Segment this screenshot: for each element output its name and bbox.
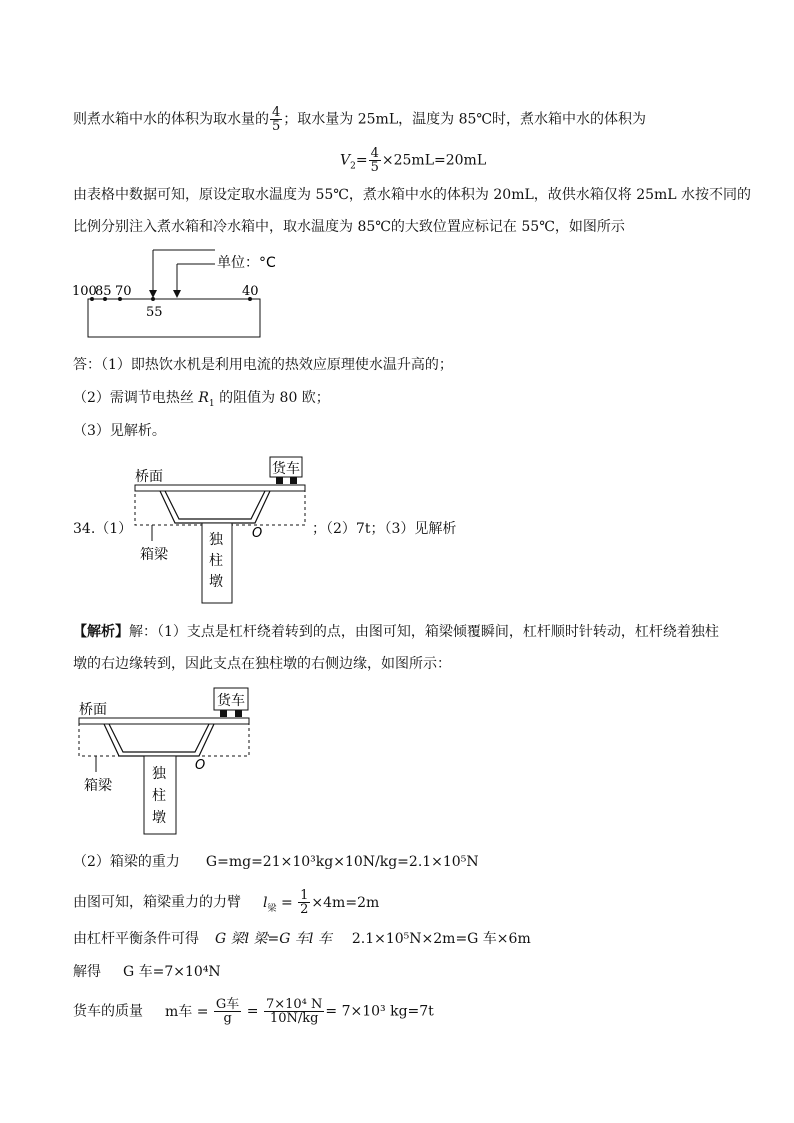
truck-wheel <box>276 477 283 484</box>
frac-num: 1 <box>300 888 309 903</box>
deck <box>79 718 249 724</box>
scale-box <box>88 299 260 337</box>
q34-prefix: 34.（1） <box>73 521 133 537</box>
eq: = <box>355 152 368 169</box>
q34-suffix: ；（2）7t；（3）见解析 <box>312 521 457 537</box>
bridge-diagram-2 <box>74 686 254 836</box>
pillar-label: 柱 <box>152 788 166 804</box>
answer-2 <box>73 388 330 408</box>
bridge-diagram-1 <box>130 455 310 605</box>
answer-1: 答：（1）即热饮水机是利用电流的热效应原理使水温升高的； <box>73 357 453 373</box>
deck-label: 桥面 <box>79 702 107 718</box>
frac-num: 4 <box>370 146 379 161</box>
unit-label: 单位：°C <box>217 255 276 271</box>
text: 解：（1）支点是杠杆绕着转到的点，由图可知，箱梁倾覆瞬间，杠杆顺时针转动，杠杆绕着独柱 <box>129 624 719 640</box>
text: ×25mL=20mL <box>381 152 487 169</box>
pillar-label: 独 <box>152 766 166 782</box>
analysis-line-2: 墩的右边缘转到，因此支点在独柱墩的右侧边缘，如图所示： <box>73 656 451 672</box>
var: R <box>198 390 209 406</box>
beam-label: 箱梁 <box>140 547 168 563</box>
text: （2）需调节电热丝 <box>73 390 199 406</box>
text: 的阻值为 80 欧； <box>214 390 330 406</box>
analysis-tag: 【解析】 <box>73 624 129 640</box>
truck-wheel <box>290 477 297 484</box>
calc-balance <box>73 929 531 949</box>
truck-wheel <box>220 710 227 717</box>
deck-label: 桥面 <box>135 469 163 485</box>
balance-eq2: 2.1×10⁵N×2m=G 车×6m <box>351 931 531 947</box>
frac-num: G车 <box>215 997 240 1012</box>
temperature-scale-diagram <box>70 242 310 342</box>
tick-55-label: 55 <box>146 305 163 320</box>
fraction <box>270 106 282 133</box>
text: = 7×10³ kg=7t <box>325 1003 434 1020</box>
text: 由杠杆平衡条件可得 <box>73 931 199 947</box>
sub: 梁 <box>267 903 277 914</box>
tick-40-label: 40 <box>242 284 259 299</box>
solution-line-1 <box>73 106 646 133</box>
pivot-label: O <box>252 526 263 541</box>
arrowhead-85 <box>173 290 181 298</box>
answer-3: （3）见解析。 <box>73 423 166 439</box>
fraction <box>298 889 310 916</box>
var: V <box>340 152 351 169</box>
frac-num: 4 <box>272 105 281 120</box>
arrowhead-55 <box>149 290 157 298</box>
frac-den: 5 <box>272 119 281 134</box>
calc-solve <box>73 962 221 982</box>
gravity-eq: G=mg=21×10³kg×10N/kg=2.1×10⁵N <box>205 854 479 870</box>
beam-label: 箱梁 <box>84 778 112 794</box>
balance-eq1: G 梁l 梁=G 车l 车 <box>215 931 332 947</box>
solve-eq: G 车=7×10⁴N <box>123 964 221 980</box>
truck-label: 货车 <box>272 461 300 477</box>
frac-den: 5 <box>370 160 379 175</box>
frac-den: 10N/kg <box>269 1011 319 1026</box>
var: l <box>263 894 268 911</box>
fraction <box>214 998 241 1025</box>
text: （2）箱梁的重力 <box>73 854 180 870</box>
beam-inner-2 <box>165 491 265 519</box>
solution-line-2: 由表格中数据可知，原设定取水温度为 55℃，煮水箱中水的体积为 20mL，故供水箱仅将 25mL 水按不同的 <box>73 187 752 203</box>
text: 货车的质量 <box>73 1003 143 1020</box>
pillar-label: 墩 <box>152 810 166 826</box>
calc-mass: 货车的质量 m车 = $\frac{\text{G车}}{g}$ = $\frac{\text{7×10⁴ N}}{10N/kg}$ = 7×10³ kg=7t <box>73 997 434 1026</box>
calc-arm: 由图可知，箱梁重力的力臂 $l_梁$ = $\frac{1}{2}$ ×4m=2m <box>73 888 380 917</box>
calc-gravity <box>73 852 479 872</box>
deck <box>135 485 305 491</box>
sub: 2 <box>350 161 356 172</box>
beam-inner-1 <box>160 491 270 523</box>
mass-lhs: m车 = <box>165 1003 209 1020</box>
beam-inner-1 <box>104 724 214 756</box>
text: 则煮水箱中水的体积为取水量的 <box>73 111 269 128</box>
frac-den: g <box>223 1011 232 1026</box>
pillar-label: 独 <box>209 532 223 548</box>
text: ×4m=2m <box>311 894 380 911</box>
truck-wheel <box>235 710 242 717</box>
frac-num: 7×10⁴ N <box>265 997 323 1012</box>
sub: 1 <box>208 398 215 409</box>
pivot-label: O <box>195 758 206 773</box>
beam-inner-2 <box>109 724 209 752</box>
pillar-label: 墩 <box>209 574 223 590</box>
solution-line-3: 比例分别注入煮水箱和冷水箱中，取水温度为 85℃的大致位置应标记在 55℃，如图所示 <box>73 219 625 235</box>
text: 解得 <box>73 964 101 980</box>
fraction <box>264 998 324 1025</box>
frac-den: 2 <box>300 902 309 917</box>
truck-label: 货车 <box>217 693 245 709</box>
analysis-line-1 <box>73 622 719 642</box>
tick-100-label: 100 <box>72 284 97 299</box>
text: ；取水量为 25mL，温度为 85℃时，煮水箱中水的体积为 <box>283 111 647 128</box>
box-beam-outline <box>79 724 249 756</box>
text: 由图可知，箱梁重力的力臂 <box>73 894 241 911</box>
box-beam-outline <box>135 491 305 525</box>
pillar-label: 柱 <box>209 553 223 569</box>
tick-70-label: 70 <box>115 284 132 299</box>
tick-85-label: 85 <box>95 284 112 299</box>
fraction <box>369 147 381 174</box>
equation-v2 <box>340 147 486 174</box>
